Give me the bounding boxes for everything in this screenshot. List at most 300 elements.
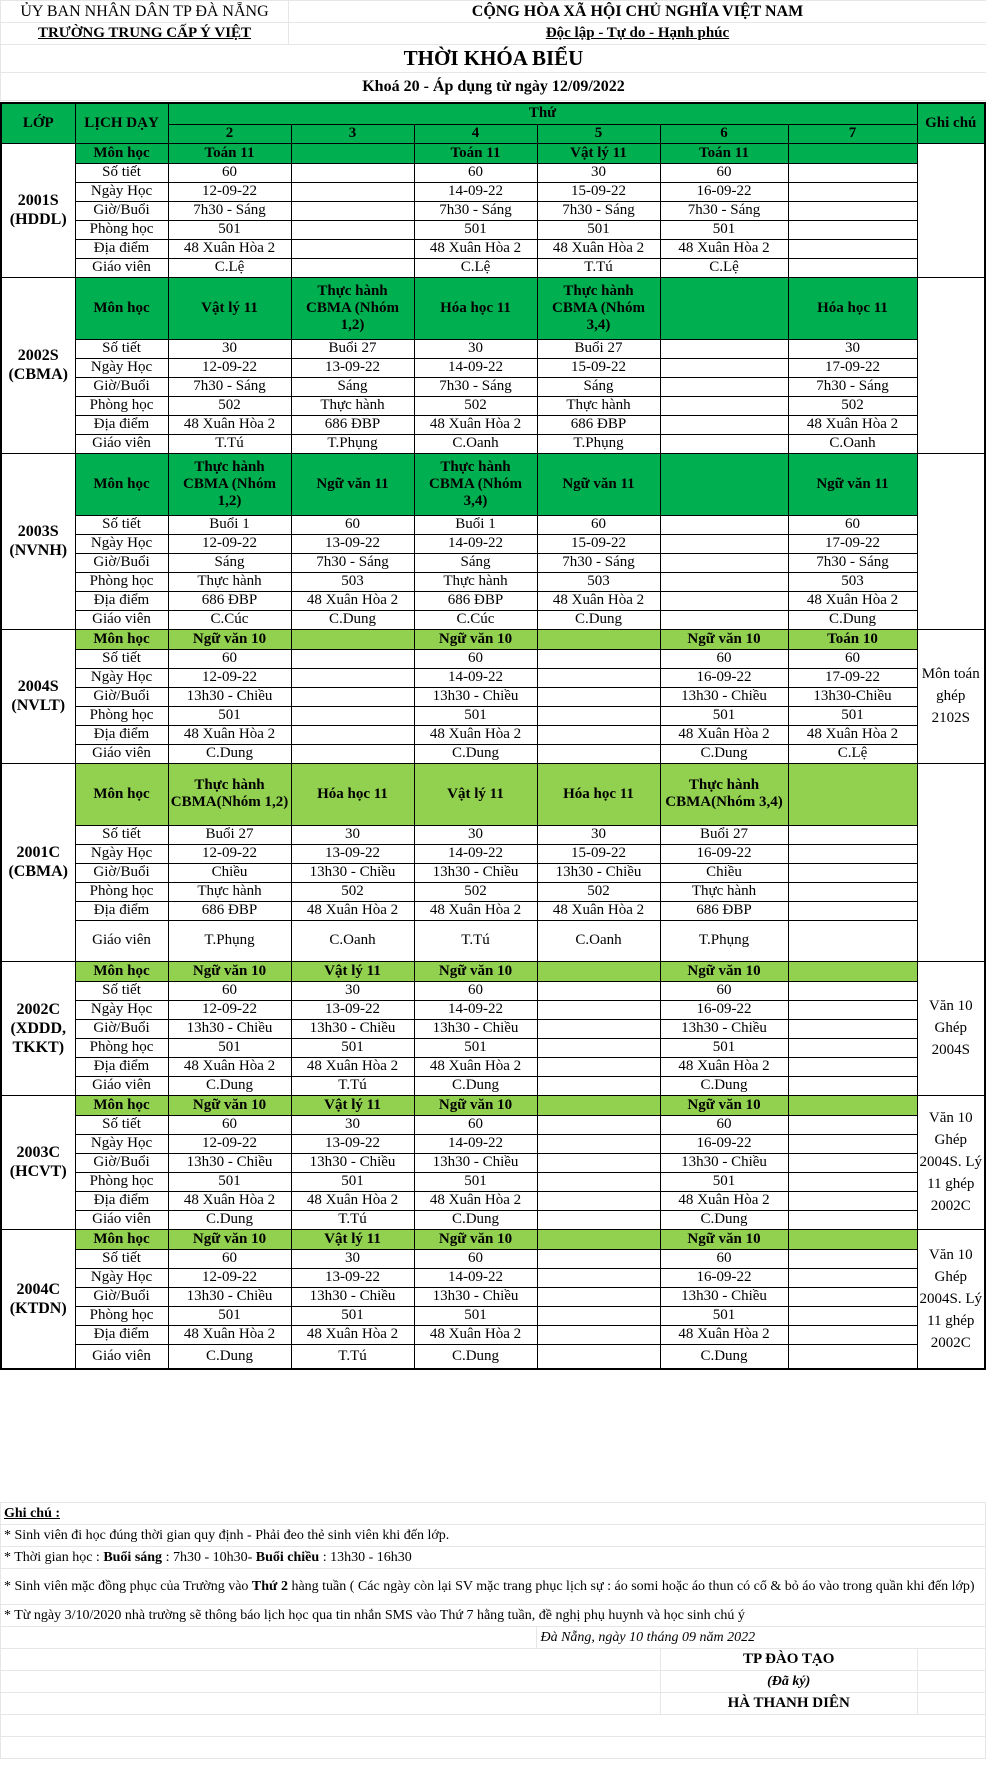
teacher-cell: T.Phụng xyxy=(660,920,788,961)
class-name: 2002C (XDDD, TKKT) xyxy=(1,961,75,1095)
date-cell xyxy=(537,1000,660,1019)
room-cell: 501 xyxy=(660,1038,788,1057)
table-row xyxy=(1,901,985,920)
periods-cell: 30 xyxy=(291,981,414,1000)
date-cell xyxy=(291,668,414,687)
table-row xyxy=(1,706,985,725)
subject-cell: Hóa học 11 xyxy=(537,763,660,825)
date-cell: 16-09-22 xyxy=(660,182,788,201)
date-cell xyxy=(537,668,660,687)
session-cell: Chiều xyxy=(660,863,788,882)
timetable xyxy=(0,102,986,1370)
room-cell: Thực hành xyxy=(537,396,660,415)
teacher-cell: C.Oanh xyxy=(537,920,660,961)
note-text: hàng tuần ( Các ngày còn lại SV mặc trang phục lịch sự : áo somi hoặc áo thun có cổ & bỏ áo vào trong quần khi đến lớp) xyxy=(287,1579,975,1594)
session-cell xyxy=(537,687,660,706)
row-label: Giờ/Buổi xyxy=(75,1287,168,1306)
table-row xyxy=(1,649,985,668)
table-row xyxy=(1,1325,985,1344)
periods-cell: 60 xyxy=(660,981,788,1000)
teacher-cell: C.Dung xyxy=(414,1210,537,1229)
date-cell: 13-09-22 xyxy=(291,358,414,377)
date-cell: 14-09-22 xyxy=(414,844,537,863)
class-note xyxy=(917,453,985,629)
table-row xyxy=(1,534,985,553)
session-cell: 7h30 - Sáng xyxy=(788,553,917,572)
row-label: Giáo viên xyxy=(75,1076,168,1095)
row-label: Số tiết xyxy=(75,1115,168,1134)
table-row xyxy=(1,763,985,825)
session-cell: 13h30 - Chiều xyxy=(414,687,537,706)
subject-cell: Vật lý 11 xyxy=(414,763,537,825)
room-cell: Thực hành xyxy=(414,572,537,591)
date-cell: 15-09-22 xyxy=(537,182,660,201)
room-cell xyxy=(788,1172,917,1191)
room-cell xyxy=(788,220,917,239)
date-cell: 13-09-22 xyxy=(291,1000,414,1019)
subject-cell xyxy=(291,143,414,163)
row-label: Số tiết xyxy=(75,339,168,358)
subject-cell xyxy=(537,1095,660,1115)
teacher-cell xyxy=(660,610,788,629)
room-cell: 501 xyxy=(414,1172,537,1191)
row-label: Giờ/Buổi xyxy=(75,553,168,572)
location-cell xyxy=(660,415,788,434)
periods-cell xyxy=(660,515,788,534)
subject-cell: Ngữ văn 11 xyxy=(537,453,660,515)
row-label: Giáo viên xyxy=(75,1210,168,1229)
date-cell: 17-09-22 xyxy=(788,668,917,687)
location-cell: 48 Xuân Hòa 2 xyxy=(414,1325,537,1344)
room-cell xyxy=(291,706,414,725)
subject-cell: Thực hành CBMA(Nhóm 3,4) xyxy=(660,763,788,825)
row-label: Ngày Học xyxy=(75,1268,168,1287)
table-row xyxy=(1,882,985,901)
note-afternoon-label: Buổi chiều xyxy=(255,1550,320,1565)
signature-dept: TP ĐÀO TẠO xyxy=(660,1649,917,1671)
location-cell: 48 Xuân Hòa 2 xyxy=(291,591,414,610)
subject-cell xyxy=(788,763,917,825)
session-cell: 13h30-Chiều xyxy=(788,687,917,706)
date-cell xyxy=(788,1134,917,1153)
session-cell xyxy=(660,553,788,572)
date-cell: 17-09-22 xyxy=(788,534,917,553)
date-cell: 16-09-22 xyxy=(660,1000,788,1019)
location-cell xyxy=(537,1191,660,1210)
teacher-cell: C.Lệ xyxy=(788,744,917,763)
location-cell: 48 Xuân Hòa 2 xyxy=(660,725,788,744)
row-label: Giờ/Buổi xyxy=(75,1153,168,1172)
table-row xyxy=(1,358,985,377)
subject-cell: Thực hành CBMA (Nhóm 1,2) xyxy=(291,277,414,339)
room-cell: 501 xyxy=(660,220,788,239)
row-label: Môn học xyxy=(75,1095,168,1115)
periods-cell: 60 xyxy=(291,515,414,534)
date-cell: 12-09-22 xyxy=(168,1000,291,1019)
row-label: Giáo viên xyxy=(75,258,168,277)
subject-cell xyxy=(291,629,414,649)
periods-cell: 30 xyxy=(537,825,660,844)
location-cell: 48 Xuân Hòa 2 xyxy=(537,591,660,610)
location-cell xyxy=(291,725,414,744)
day-header: 5 xyxy=(537,124,660,143)
room-cell: 502 xyxy=(291,882,414,901)
location-cell: 48 Xuân Hòa 2 xyxy=(291,1325,414,1344)
table-row xyxy=(1,415,985,434)
session-cell xyxy=(291,201,414,220)
teacher-cell xyxy=(291,258,414,277)
date-cell: 12-09-22 xyxy=(168,844,291,863)
date-cell: 16-09-22 xyxy=(660,668,788,687)
row-label: Phòng học xyxy=(75,572,168,591)
row-label: Giờ/Buổi xyxy=(75,863,168,882)
teacher-cell: C.Dung xyxy=(168,744,291,763)
periods-cell: 30 xyxy=(537,163,660,182)
table-row xyxy=(1,981,985,1000)
table-row xyxy=(1,687,985,706)
row-label: Phòng học xyxy=(75,396,168,415)
column-header-lop: LỚP xyxy=(1,103,75,143)
committee-name: ỦY BAN NHÂN DÂN TP ĐÀ NẴNG xyxy=(1,1,289,23)
date-cell: 13-09-22 xyxy=(291,1268,414,1287)
note-morning-label: Buổi sáng xyxy=(103,1550,163,1565)
location-cell xyxy=(291,239,414,258)
session-cell xyxy=(788,1153,917,1172)
room-cell xyxy=(660,396,788,415)
room-cell xyxy=(788,1306,917,1325)
teacher-cell: C.Dung xyxy=(660,744,788,763)
room-cell: 501 xyxy=(168,706,291,725)
teacher-cell: C.Cúc xyxy=(168,610,291,629)
class-note: Môn toán ghép 2102S xyxy=(917,629,985,763)
table-row xyxy=(1,1115,985,1134)
location-cell: 686 ĐBP xyxy=(660,901,788,920)
periods-cell: Buổi 1 xyxy=(168,515,291,534)
subject-cell xyxy=(537,629,660,649)
date-cell: 14-09-22 xyxy=(414,1134,537,1153)
room-cell: 501 xyxy=(291,1038,414,1057)
table-row xyxy=(1,1038,985,1057)
table-row xyxy=(1,591,985,610)
notes-heading: Ghi chú : xyxy=(1,1503,986,1525)
signature-name: HÀ THANH DIÊN xyxy=(660,1693,917,1715)
date-cell xyxy=(660,358,788,377)
table-row xyxy=(1,377,985,396)
session-cell: 13h30 - Chiều xyxy=(291,1153,414,1172)
subject-cell xyxy=(537,961,660,981)
row-label: Ngày Học xyxy=(75,534,168,553)
session-cell: 13h30 - Chiều xyxy=(660,1019,788,1038)
room-cell: 501 xyxy=(414,220,537,239)
row-label: Môn học xyxy=(75,961,168,981)
note-line xyxy=(1,1569,986,1605)
teacher-cell: C.Lệ xyxy=(414,258,537,277)
subject-cell: Thực hành CBMA (Nhóm 3,4) xyxy=(414,453,537,515)
periods-cell: Buổi 27 xyxy=(537,339,660,358)
teacher-cell xyxy=(788,1076,917,1095)
table-row xyxy=(1,572,985,591)
note-line: * Sinh viên đi học đúng thời gian quy định - Phải đeo thẻ sinh viên khi đến lớp. xyxy=(1,1525,986,1547)
location-cell: 48 Xuân Hòa 2 xyxy=(660,1325,788,1344)
row-label: Giờ/Buổi xyxy=(75,377,168,396)
table-row xyxy=(1,668,985,687)
location-cell: 48 Xuân Hòa 2 xyxy=(168,415,291,434)
row-label: Địa điểm xyxy=(75,591,168,610)
room-cell xyxy=(537,1306,660,1325)
row-label: Địa điểm xyxy=(75,901,168,920)
subject-cell: Ngữ văn 10 xyxy=(660,1229,788,1249)
session-cell xyxy=(788,201,917,220)
periods-cell: 60 xyxy=(537,515,660,534)
teacher-cell: C.Oanh xyxy=(291,920,414,961)
note-day: Thứ 2 xyxy=(251,1579,288,1594)
subject-cell: Vật lý 11 xyxy=(537,143,660,163)
table-row xyxy=(1,339,985,358)
session-cell xyxy=(788,1019,917,1038)
row-label: Địa điểm xyxy=(75,239,168,258)
table-row xyxy=(1,629,985,649)
date-cell xyxy=(788,1268,917,1287)
teacher-cell: C.Dung xyxy=(414,744,537,763)
date-cell: 12-09-22 xyxy=(168,668,291,687)
table-row xyxy=(1,844,985,863)
date-cell: 12-09-22 xyxy=(168,182,291,201)
table-row xyxy=(1,920,985,961)
room-cell xyxy=(660,572,788,591)
location-cell: 48 Xuân Hòa 2 xyxy=(168,725,291,744)
teacher-cell: C.Lệ xyxy=(660,258,788,277)
row-label: Giáo viên xyxy=(75,920,168,961)
column-header-ghi-chu: Ghi chú xyxy=(917,103,985,143)
subject-cell xyxy=(660,453,788,515)
teacher-cell: C.Dung xyxy=(788,610,917,629)
periods-cell: 60 xyxy=(168,163,291,182)
note-text: : 13h30 - 16h30 xyxy=(319,1550,412,1565)
room-cell: 501 xyxy=(168,220,291,239)
subject-cell: Toán 10 xyxy=(788,629,917,649)
subject-cell: Ngữ văn 10 xyxy=(168,961,291,981)
session-cell: 13h30 - Chiều xyxy=(291,1287,414,1306)
teacher-cell: T.Tú xyxy=(414,920,537,961)
periods-cell: 60 xyxy=(788,649,917,668)
row-label: Ngày Học xyxy=(75,1134,168,1153)
row-label: Ngày Học xyxy=(75,182,168,201)
teacher-cell xyxy=(788,1210,917,1229)
table-row xyxy=(1,1095,985,1115)
session-cell: 7h30 - Sáng xyxy=(291,553,414,572)
periods-cell xyxy=(291,649,414,668)
session-cell: 13h30 - Chiều xyxy=(291,863,414,882)
location-cell: 48 Xuân Hòa 2 xyxy=(291,1191,414,1210)
notes-section xyxy=(0,1502,986,1759)
table-row xyxy=(1,1191,985,1210)
subject-cell: Ngữ văn 10 xyxy=(660,961,788,981)
location-cell xyxy=(537,725,660,744)
subject-cell xyxy=(788,143,917,163)
subject-cell xyxy=(788,1229,917,1249)
location-cell xyxy=(788,1325,917,1344)
subject-cell: Toán 11 xyxy=(660,143,788,163)
room-cell xyxy=(291,220,414,239)
periods-cell: 60 xyxy=(660,649,788,668)
date-cell: 16-09-22 xyxy=(660,1134,788,1153)
row-label: Phòng học xyxy=(75,220,168,239)
room-cell xyxy=(788,1038,917,1057)
subject-cell xyxy=(788,1095,917,1115)
class-name: 2003S (NVNH) xyxy=(1,453,75,629)
session-cell: 7h30 - Sáng xyxy=(168,377,291,396)
table-row xyxy=(1,1057,985,1076)
row-label: Giờ/Buổi xyxy=(75,201,168,220)
table-row xyxy=(1,1000,985,1019)
republic-name: CỘNG HÒA XÃ HỘI CHỦ NGHĨA VIỆT NAM xyxy=(289,1,986,23)
row-label: Giáo viên xyxy=(75,1344,168,1369)
session-cell xyxy=(788,863,917,882)
row-label: Môn học xyxy=(75,143,168,163)
teacher-cell xyxy=(788,1344,917,1369)
row-label: Giờ/Buổi xyxy=(75,687,168,706)
session-cell: 7h30 - Sáng xyxy=(788,377,917,396)
session-cell: 13h30 - Chiều xyxy=(414,1153,537,1172)
room-cell: Thực hành xyxy=(291,396,414,415)
date-cell: 17-09-22 xyxy=(788,358,917,377)
row-label: Địa điểm xyxy=(75,415,168,434)
location-cell: 48 Xuân Hòa 2 xyxy=(788,415,917,434)
room-cell: 503 xyxy=(788,572,917,591)
location-cell: 48 Xuân Hòa 2 xyxy=(414,1057,537,1076)
periods-cell: 30 xyxy=(291,1115,414,1134)
teacher-cell: C.Dung xyxy=(660,1210,788,1229)
table-row xyxy=(1,434,985,453)
periods-cell xyxy=(660,339,788,358)
row-label: Phòng học xyxy=(75,1172,168,1191)
table-row xyxy=(1,1019,985,1038)
row-label: Ngày Học xyxy=(75,1000,168,1019)
row-label: Địa điểm xyxy=(75,1191,168,1210)
teacher-cell: T.Tú xyxy=(537,258,660,277)
subject-cell: Hóa học 11 xyxy=(414,277,537,339)
periods-cell xyxy=(788,163,917,182)
table-row xyxy=(1,1344,985,1369)
row-label: Số tiết xyxy=(75,515,168,534)
location-cell: 48 Xuân Hòa 2 xyxy=(414,415,537,434)
row-label: Số tiết xyxy=(75,163,168,182)
table-row xyxy=(1,277,985,339)
periods-cell: 60 xyxy=(168,649,291,668)
class-note xyxy=(917,763,985,961)
periods-cell: 60 xyxy=(414,649,537,668)
room-cell: 501 xyxy=(168,1306,291,1325)
row-label: Giáo viên xyxy=(75,744,168,763)
table-row xyxy=(1,1172,985,1191)
periods-cell: 60 xyxy=(414,163,537,182)
note-line: * Từ ngày 3/10/2020 nhà trường sẽ thông báo lịch học qua tin nhắn SMS vào Thứ 7 hằng tuần, đề nghị phụ huynh và học sinh chú ý xyxy=(1,1605,986,1627)
session-cell: 13h30 - Chiều xyxy=(291,1019,414,1038)
room-cell: 503 xyxy=(291,572,414,591)
room-cell xyxy=(788,882,917,901)
room-cell: 501 xyxy=(168,1172,291,1191)
row-label: Địa điểm xyxy=(75,1057,168,1076)
date-cell: 14-09-22 xyxy=(414,1268,537,1287)
day-header: 7 xyxy=(788,124,917,143)
location-cell: 48 Xuân Hòa 2 xyxy=(291,1057,414,1076)
session-cell xyxy=(537,1153,660,1172)
periods-cell: 30 xyxy=(414,339,537,358)
date-cell xyxy=(788,844,917,863)
subject-cell: Ngữ văn 11 xyxy=(291,453,414,515)
teacher-cell: C.Dung xyxy=(291,610,414,629)
subject-cell xyxy=(788,961,917,981)
table-row xyxy=(1,220,985,239)
location-cell: 48 Xuân Hòa 2 xyxy=(788,725,917,744)
session-cell: 13h30 - Chiều xyxy=(414,1019,537,1038)
room-cell: 501 xyxy=(537,220,660,239)
periods-cell: 60 xyxy=(414,981,537,1000)
periods-cell xyxy=(788,1249,917,1268)
day-header: 4 xyxy=(414,124,537,143)
session-cell: Sáng xyxy=(168,553,291,572)
table-row xyxy=(1,143,985,163)
teacher-cell: T.Phụng xyxy=(168,920,291,961)
day-header: 3 xyxy=(291,124,414,143)
location-cell: 48 Xuân Hòa 2 xyxy=(168,239,291,258)
periods-cell: 60 xyxy=(168,981,291,1000)
room-cell xyxy=(537,1172,660,1191)
date-cell: 13-09-22 xyxy=(291,1134,414,1153)
teacher-cell: C.Dung xyxy=(168,1076,291,1095)
location-cell: 48 Xuân Hòa 2 xyxy=(168,1057,291,1076)
location-cell xyxy=(788,1057,917,1076)
periods-cell xyxy=(291,163,414,182)
periods-cell: 60 xyxy=(168,1249,291,1268)
date-cell: 15-09-22 xyxy=(537,358,660,377)
session-cell: 7h30 - Sáng xyxy=(414,377,537,396)
table-row xyxy=(1,1249,985,1268)
row-label: Phòng học xyxy=(75,882,168,901)
room-cell: 502 xyxy=(414,882,537,901)
room-cell: 501 xyxy=(660,706,788,725)
signature-status: (Đã ký) xyxy=(660,1671,917,1693)
periods-cell: Buổi 1 xyxy=(414,515,537,534)
teacher-cell: C.Dung xyxy=(414,1076,537,1095)
table-row xyxy=(1,1287,985,1306)
teacher-cell: C.Oanh xyxy=(788,434,917,453)
periods-cell: 60 xyxy=(788,515,917,534)
teacher-cell: C.Dung xyxy=(660,1076,788,1095)
subject-cell: Vật lý 11 xyxy=(291,961,414,981)
teacher-cell: C.Dung xyxy=(168,1344,291,1369)
table-row xyxy=(1,744,985,763)
table-row xyxy=(1,163,985,182)
location-cell: 48 Xuân Hòa 2 xyxy=(537,239,660,258)
session-cell: 13h30 - Chiều xyxy=(168,1019,291,1038)
table-row xyxy=(1,1076,985,1095)
periods-cell xyxy=(788,825,917,844)
location-cell: 686 ĐBP xyxy=(168,591,291,610)
room-cell: 502 xyxy=(788,396,917,415)
table-row xyxy=(1,201,985,220)
teacher-cell: T.Tú xyxy=(168,434,291,453)
teacher-cell: C.Lệ xyxy=(168,258,291,277)
room-cell xyxy=(537,706,660,725)
session-cell xyxy=(788,1287,917,1306)
periods-cell xyxy=(788,981,917,1000)
location-cell: 48 Xuân Hòa 2 xyxy=(414,239,537,258)
teacher-cell: T.Tú xyxy=(291,1076,414,1095)
page-subtitle: Khoá 20 - Áp dụng từ ngày 12/09/2022 xyxy=(1,73,986,101)
class-name: 2001C (CBMA) xyxy=(1,763,75,961)
document-header xyxy=(0,0,986,101)
